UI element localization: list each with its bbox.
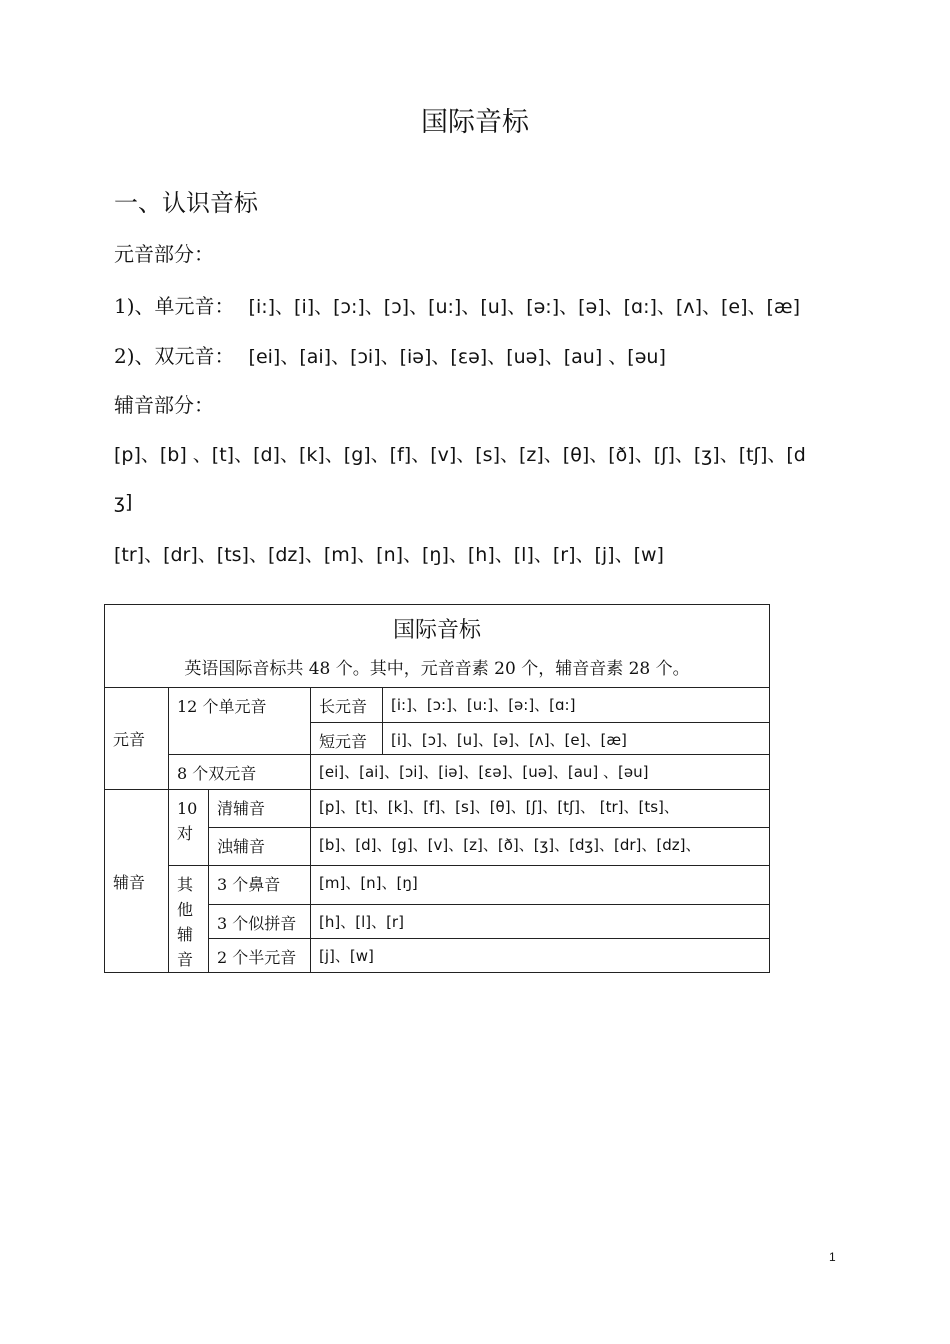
monophthongs-line — [114, 290, 800, 319]
diph-count-cell: 8 个双元音 — [169, 755, 311, 790]
semivowel-label: 2 个半元音 — [209, 939, 311, 973]
short-vowel-list: [i]、[ɔ]、[u]、[ə]、[ʌ]、[e]、[æ] — [383, 723, 770, 755]
pinyin-like-label: 3 个似拼音 — [209, 905, 311, 939]
other-label-char: 他 — [177, 900, 194, 919]
page-number: 1 — [829, 1250, 836, 1264]
semivowel-list: [j]、[w] — [311, 939, 770, 973]
consonants-line-1-wrap: ʒ] — [114, 491, 133, 513]
section-heading: 一、认识音标 — [114, 189, 258, 217]
consonants-line-2: [tr]、[dr]、[ts]、[dz]、[m]、[n]、[ŋ]、[h]、[l]、[r]、[j]、[w] — [114, 544, 664, 566]
consonants-line-1: [p]、[b] 、[t]、[d]、[k]、[g]、[f]、[v]、[s]、[z]、[θ]、[ð]、[ʃ]、[ʒ]、[tʃ]、[d — [114, 444, 806, 466]
ipa-summary-table — [104, 604, 770, 973]
table-header-cell — [105, 605, 770, 688]
other-consonants-cell — [169, 866, 209, 973]
voiceless-list: [p]、[t]、[k]、[f]、[s]、[θ]、[ʃ]、[tʃ]、 [tr]、[ts]、 — [311, 790, 770, 828]
pairs-count-unit: 对 — [177, 824, 194, 843]
voiceless-label: 清辅音 — [209, 790, 311, 828]
consonant-category-cell: 辅音 — [105, 790, 169, 973]
nasal-list: [m]、[n]、[ŋ] — [311, 866, 770, 905]
table-title: 国际音标 — [392, 618, 481, 643]
pairs-count-number: 10 — [177, 799, 198, 818]
mono-count-cell: 12 个单元音 — [169, 688, 311, 755]
diphthongs-label: 2)、双元音： — [114, 344, 235, 368]
nasal-label: 3 个鼻音 — [209, 866, 311, 905]
monophthongs-label: 1)、单元音： — [114, 294, 235, 318]
table-summary: 英语国际音标共 48 个。其中，元音音素 20 个，辅音音素 28 个。 — [184, 659, 690, 679]
other-label-char: 其 — [177, 875, 194, 894]
vowels-heading: 元音部分： — [114, 242, 214, 266]
pinyin-like-list: [h]、[l]、[r] — [311, 905, 770, 939]
diphthongs-line — [114, 340, 666, 369]
pairs-count-cell — [169, 790, 209, 866]
page-title: 国际音标 — [421, 107, 529, 138]
consonants-heading: 辅音部分： — [114, 393, 214, 417]
long-vowel-list: [i:]、[ɔ:]、[u:]、[ə:]、[ɑ:] — [383, 688, 770, 723]
short-vowel-label: 短元音 — [311, 723, 383, 755]
diphthongs-list: [ei]、[ai]、[ɔi]、[iə]、[εə]、[uə]、[au] 、[əu] — [248, 346, 666, 368]
monophthongs-list: [i:]、[i]、[ɔ:]、[ɔ]、[u:]、[u]、[ə:]、[ə]、[ɑ:]、[ʌ]、[e]、[æ] — [248, 296, 800, 318]
other-label-char: 辅 — [177, 925, 194, 944]
voiced-label: 浊辅音 — [209, 828, 311, 866]
diph-list-cell: [ei]、[ai]、[ɔi]、[iə]、[εə]、[uə]、[au] 、[əu] — [311, 755, 770, 790]
other-label-char: 音 — [177, 950, 194, 969]
voiced-list: [b]、[d]、[g]、[v]、[z]、[ð]、[ʒ]、[dʒ]、[dr]、[dz]、 — [311, 828, 770, 866]
vowel-category-cell: 元音 — [105, 688, 169, 790]
long-vowel-label: 长元音 — [311, 688, 383, 723]
